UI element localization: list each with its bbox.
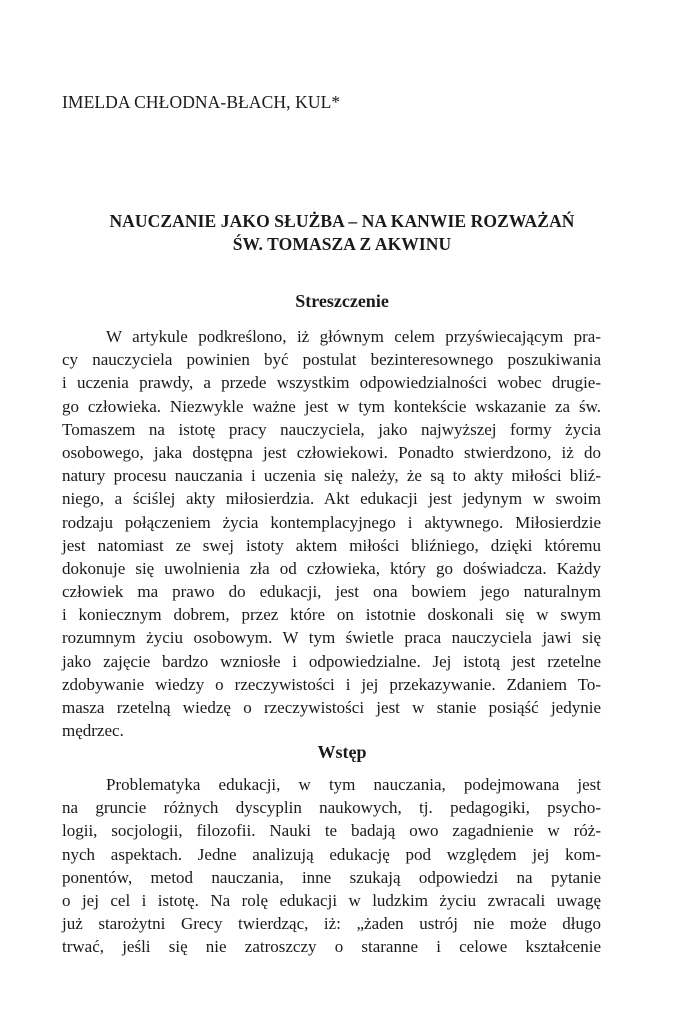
intro-line: ponentów, metod nauczania, inne szukają odpowiedzi na pytanie xyxy=(62,867,601,887)
author-line: IMELDA CHŁODNA-BŁACH, KUL* xyxy=(62,92,341,112)
intro-line: logii, socjologii, filozofii. Nauki te badają owo zagadnienie w róż- xyxy=(62,821,601,841)
abstract-line: osobowego, jaka dostępna jest człowiekowi. Ponadto stwierdzono, iż do xyxy=(62,442,601,462)
intro-line: o jej cel i istotę. Na rolę edukacji w ludzkim życiu zwracali uwagę xyxy=(62,890,601,910)
intro-line: nych aspektach. Jedne analizują edukację pod względem jej kom- xyxy=(62,844,601,864)
abstract-line: natury procesu nauczania i uczenia się należy, że są to akty miłości bliź- xyxy=(62,466,601,486)
abstract-line: niego, a ściślej akty miłosierdzia. Akt edukacji jest jedynym w swoim xyxy=(62,489,601,509)
abstract-body xyxy=(62,325,601,742)
abstract-line: masza rzetelną wiedzę o rzeczywistości jest w stanie posiąść jedynie xyxy=(62,698,601,717)
abstract-line: mędrzec. xyxy=(62,721,124,741)
intro-line: już starożytni Grecy twierdząc, iż: „żaden ustrój nie może długo xyxy=(62,914,601,934)
abstract-line: jako zajęcie bardzo wzniosłe i odpowiedzialne. Jej istotą jest rzetelne xyxy=(62,651,601,671)
title-line-1: NAUCZANIE JAKO SŁUŻBA – NA KANWIE ROZWAŻAŃ xyxy=(109,211,575,231)
abstract-line: i koniecznym dobrem, przez które on istotnie doskonali się w swym xyxy=(62,605,601,625)
intro-line: Problematyka edukacji, w tym nauczania, podejmowana jest xyxy=(106,775,601,794)
article-title xyxy=(62,210,622,256)
abstract-line: W artykule podkreślono, iż głównym celem przyświecającym pra- xyxy=(106,327,601,346)
abstract-line: jest natomiast ze swej istoty aktem miłości bliźniego, dzięki któremu xyxy=(62,535,601,555)
title-line-2: ŚW. TOMASZA Z AKWINU xyxy=(232,234,452,254)
abstract-line: dokonuje się uwolnienia zła od człowieka, który go doświadcza. Każdy xyxy=(62,558,601,578)
abstract-heading: Streszczenie xyxy=(295,291,389,311)
intro-body xyxy=(62,773,601,959)
intro-line: trwać, jeśli się nie zatroszczy o staranne i celowe kształcenie xyxy=(62,937,601,957)
intro-line: na gruncie różnych dyscyplin naukowych, tj. pedagogiki, psycho- xyxy=(62,798,601,818)
abstract-line: człowiek ma prawo do edukacji, jest ona bowiem jego naturalnym xyxy=(62,582,601,602)
abstract-line: rozumnym życiu osobowym. W tym świetle praca nauczyciela jawi się xyxy=(62,628,601,648)
intro-heading: Wstęp xyxy=(317,742,367,762)
abstract-line: cy nauczyciela powinien być postulat bezinteresownego poszukiwania xyxy=(62,350,601,370)
abstract-line: zdobywanie wiedzy o rzeczywistości i jej przekazywanie. Zdaniem To- xyxy=(62,674,601,694)
abstract-line: i uczenia prawdy, a przede wszystkim odpowiedzialności wobec drugie- xyxy=(62,373,601,393)
abstract-line: go człowieka. Niezwykle ważne jest w tym kontekście wskazanie za św. xyxy=(62,396,601,416)
abstract-line: Tomaszem na istotę pracy nauczyciela, jako najwyższej formy życia xyxy=(62,419,601,439)
abstract-line: rodzaju połączeniem życia kontemplacyjnego i aktywnego. Miłosierdzie xyxy=(62,512,601,532)
